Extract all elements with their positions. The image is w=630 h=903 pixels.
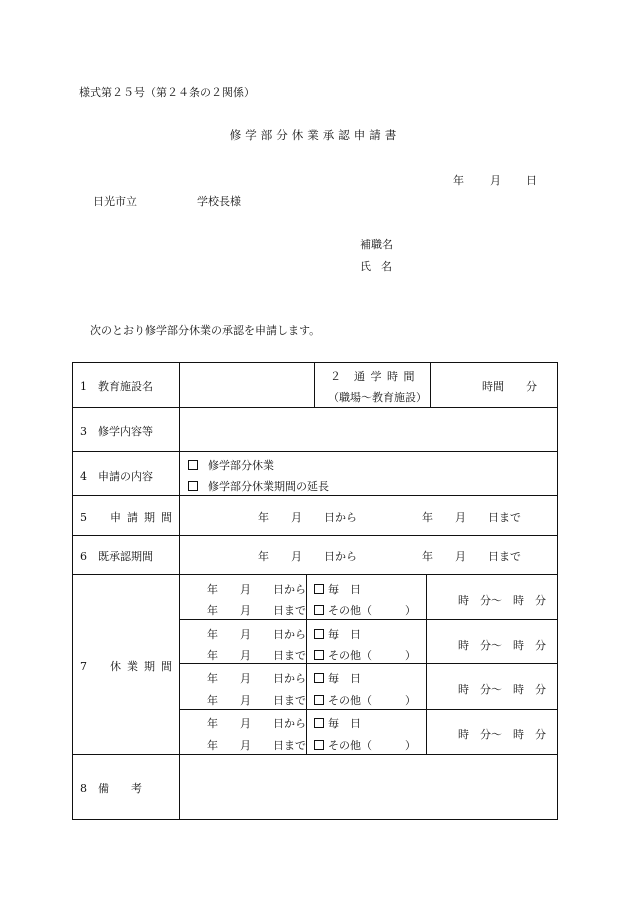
slot-from: 年 月 日から	[207, 717, 306, 730]
checkbox-icon[interactable]	[314, 629, 324, 639]
slot-from: 年 月 日から	[207, 583, 306, 596]
slot-time: 時 分～ 時 分	[458, 594, 546, 607]
slot-every-day-label: 毎 日	[328, 628, 361, 641]
slot-from: 年 月 日から	[207, 672, 306, 685]
checkbox-icon[interactable]	[314, 718, 324, 728]
slot-every-day[interactable]	[314, 626, 361, 642]
option-extension[interactable]	[188, 478, 329, 494]
commute-route-label: （職場～教育施設）	[328, 391, 427, 404]
checkbox-icon[interactable]	[188, 481, 198, 491]
slot-every-day[interactable]	[314, 715, 361, 731]
commute-time-value: 時間 分	[482, 380, 537, 393]
position-label: 補職名	[360, 238, 393, 251]
application-table	[72, 362, 558, 820]
checkbox-icon[interactable]	[314, 584, 324, 594]
leave-period-label: 7 休業期間	[80, 660, 178, 673]
slot-time: 時 分～ 時 分	[458, 728, 546, 741]
approved-period-from: 年 月 日から	[258, 550, 357, 563]
checkbox-icon[interactable]	[314, 605, 324, 615]
slot-to: 年 月 日まで	[207, 649, 306, 662]
application-period-to: 年 月 日まで	[422, 511, 521, 524]
slot-from: 年 月 日から	[207, 628, 306, 641]
date-day-label: 日	[526, 174, 537, 187]
slot-to: 年 月 日まで	[207, 694, 306, 707]
application-content-label: 4 申請の内容	[80, 470, 153, 483]
slot-time: 時 分～ 時 分	[458, 683, 546, 696]
checkbox-icon[interactable]	[188, 460, 198, 470]
school-label: 学校長様	[197, 195, 241, 208]
facility-name-label: 1 教育施設名	[80, 380, 153, 393]
slot-every-day[interactable]	[314, 581, 361, 597]
name-label: 氏名	[360, 260, 402, 273]
checkbox-icon[interactable]	[314, 695, 324, 705]
slot-other[interactable]	[314, 602, 416, 618]
intro-text: 次のとおり修学部分休業の承認を申請します。	[90, 324, 321, 337]
date-month-label: 月	[490, 174, 501, 187]
approved-period-label: 6 既承認期間	[80, 550, 153, 563]
option-extension-label: 修学部分休業期間の延長	[208, 480, 329, 493]
form-id: 様式第２５号（第２４条の２関係）	[79, 86, 255, 99]
checkbox-icon[interactable]	[314, 740, 324, 750]
slot-other-label: その他（ ）	[328, 604, 416, 617]
study-content-label: 3 修学内容等	[80, 425, 153, 438]
page-title: 修学部分休業承認申請書	[229, 128, 401, 142]
application-period-from: 年 月 日から	[258, 511, 357, 524]
slot-other[interactable]	[314, 692, 416, 708]
slot-every-day-label: 毎 日	[328, 672, 361, 685]
application-period-label: 5 申請期間	[80, 511, 178, 524]
slot-every-day-label: 毎 日	[328, 583, 361, 596]
slot-other-label: その他（ ）	[328, 649, 416, 662]
slot-other[interactable]	[314, 737, 416, 753]
slot-other-label: その他（ ）	[328, 694, 416, 707]
approved-period-to: 年 月 日まで	[422, 550, 521, 563]
slot-to: 年 月 日まで	[207, 739, 306, 752]
remarks-label: 8 備 考	[80, 782, 142, 795]
option-partial-leave-label: 修学部分休業	[208, 459, 274, 472]
checkbox-icon[interactable]	[314, 673, 324, 683]
date-year-label: 年	[453, 174, 464, 187]
slot-time: 時 分～ 時 分	[458, 639, 546, 652]
checkbox-icon[interactable]	[314, 650, 324, 660]
option-partial-leave[interactable]	[188, 457, 274, 473]
city-label: 日光市立	[93, 195, 137, 208]
commute-time-label: ２ 通 学 時 間	[330, 370, 416, 383]
slot-other[interactable]	[314, 647, 416, 663]
slot-to: 年 月 日まで	[207, 604, 306, 617]
slot-every-day-label: 毎 日	[328, 717, 361, 730]
slot-every-day[interactable]	[314, 670, 361, 686]
slot-other-label: その他（ ）	[328, 739, 416, 752]
